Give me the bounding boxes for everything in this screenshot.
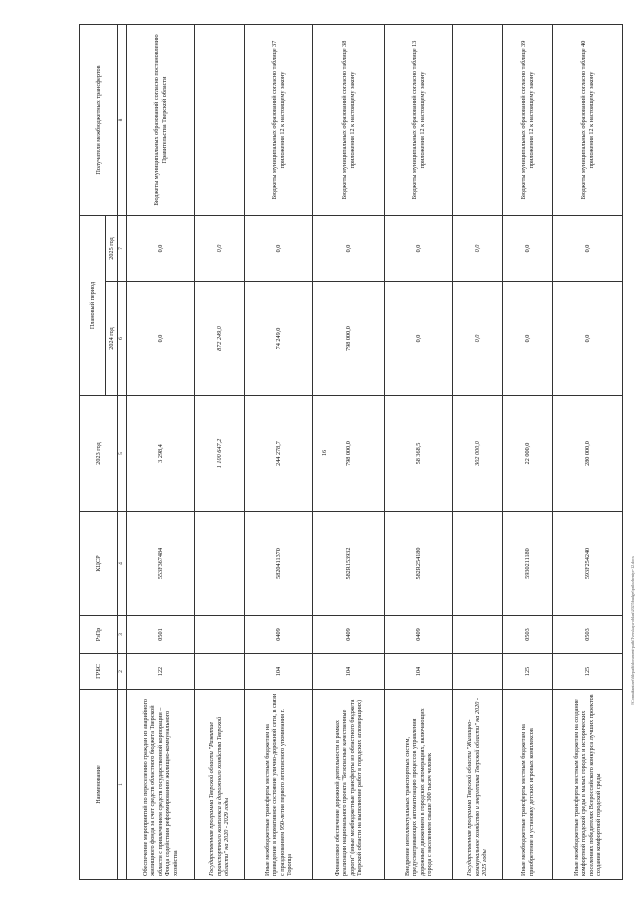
row-rzpr: 0409 xyxy=(313,616,385,654)
row-amount-2024: 0,0 xyxy=(127,282,195,396)
row-amount-2025: 0,0 xyxy=(503,215,553,281)
row-name: Обеспечение мероприятий по переселению граждан из аварийного жилищного фонда за счет средств областного бюджета Тверской области с привлечением средств государственной корпорации – Фонда содействия реформированию жилищно-коммунального хозяйства xyxy=(127,690,195,880)
header-grbs: ГРБС xyxy=(80,654,118,690)
row-kcsr: 593F254240 xyxy=(553,512,623,616)
header-recipients: Получатели межбюджетных трансфертов xyxy=(80,24,118,215)
row-amount-2025: 0,0 xyxy=(195,215,245,281)
row-name: Иные межбюджетные трансферты местным бюджетам на создание комфортной городской среды в малых городах и исторических поселениях победителях Всероссийского конкурса лучших проектов создания комфортной городской среды xyxy=(553,690,623,880)
header-2023: 2023 год xyxy=(80,396,118,512)
row-name: Иные межбюджетные трансферты местным бюджетам на приобретение и установку детских игровых комплексов xyxy=(503,690,553,880)
table-row xyxy=(453,24,503,879)
header-kcsr: КЦСР xyxy=(80,512,118,616)
table-row xyxy=(313,24,385,879)
row-grbs: 122 xyxy=(127,654,195,690)
row-kcsr: 5930211180 xyxy=(503,512,553,616)
row-kcsr xyxy=(195,512,245,616)
row-recipient: Бюджеты муниципальных образований согласно постановлению Правительства Тверской области xyxy=(127,24,195,215)
row-kcsr: 553F367484 xyxy=(127,512,195,616)
row-recipient: Бюджеты муниципальных образований согласно таблице 13 приложения 12 к настоящему закону xyxy=(385,24,453,215)
footer-file-path: \\Consultant.net\filepath\document-path\Tverskaya-oblast\2023\budget\prilozheniye-12.docx xyxy=(630,556,635,705)
row-amount-2023: 3 298,4 xyxy=(127,396,195,512)
row-amount-2023: 1 100 647,2 xyxy=(195,396,245,512)
row-name: Государственная программа Тверской области "Развитие транспортного комплекса и дорожного хозяйства Тверской области" на 2020 - 2029 годы xyxy=(195,690,245,880)
column-numbers-row xyxy=(118,24,127,879)
row-amount-2024: 798 000,0 xyxy=(313,282,385,396)
table-row xyxy=(553,24,623,879)
row-amount-2024: 872 249,0 xyxy=(195,282,245,396)
row-grbs: 104 xyxy=(245,654,313,690)
table-row xyxy=(385,24,453,879)
table-row xyxy=(127,24,195,879)
row-amount-2025: 0,0 xyxy=(245,215,313,281)
row-amount-2023: 58 368,5 xyxy=(385,396,453,512)
row-grbs: 104 xyxy=(385,654,453,690)
column-number: 2 xyxy=(118,654,127,690)
row-grbs xyxy=(195,654,245,690)
row-name: Финансовое обеспечение дорожной деятельности в рамках реализации национального проекта "Безопасные качественные дороги" (иные межбюджетные трансферты из областного бюджета Тверской области на выполнение работ в городских агломерациях) xyxy=(313,690,385,880)
interbudget-transfers-table xyxy=(79,24,623,880)
row-amount-2025: 0,0 xyxy=(385,215,453,281)
row-amount-2024: 0,0 xyxy=(503,282,553,396)
row-rzpr xyxy=(453,616,503,654)
row-rzpr: 0409 xyxy=(385,616,453,654)
row-kcsr: 582R254180 xyxy=(385,512,453,616)
row-recipient: Бюджеты муниципальных образований согласно таблице 40 приложения 12 к настоящему закону xyxy=(553,24,623,215)
table-row xyxy=(245,24,313,879)
row-amount-2023: 244 278,7 xyxy=(245,396,313,512)
row-grbs xyxy=(453,654,503,690)
row-amount-2025: 0,0 xyxy=(313,215,385,281)
row-grbs: 125 xyxy=(553,654,623,690)
row-amount-2024: 0,0 xyxy=(385,282,453,396)
row-recipient: Бюджеты муниципальных образований согласно таблице 39 приложения 12 к настоящему закону xyxy=(503,24,553,215)
column-number: 4 xyxy=(118,512,127,616)
row-grbs: 104 xyxy=(313,654,385,690)
row-rzpr: 0503 xyxy=(553,616,623,654)
column-number: 5 xyxy=(118,396,127,512)
column-number: 8 xyxy=(118,24,127,215)
header-2024: 2024 год xyxy=(106,282,118,396)
row-amount-2024: 0,0 xyxy=(553,282,623,396)
row-kcsr xyxy=(453,512,503,616)
header-plan-period: Плановый период xyxy=(80,215,106,395)
header-name: Наименование xyxy=(80,690,118,880)
row-name: Иные межбюджетные трансферты местным бюджетам на приведение в нормативное состояние улично-дорожной сети, в связи с празднованием 950-летия первого летописного упоминания г. Торопца xyxy=(245,690,313,880)
row-name: Государственная программа Тверской области "Жилищно-коммунальное хозяйство и энергетика Тверской области" на 2020 - 2025 годы xyxy=(453,690,503,880)
row-rzpr: 0409 xyxy=(245,616,313,654)
row-recipient xyxy=(453,24,503,215)
table-row xyxy=(195,24,245,879)
row-recipient: Бюджеты муниципальных образований согласно таблице 38 приложения 12 к настоящему закону xyxy=(313,24,385,215)
column-number: 3 xyxy=(118,616,127,654)
row-recipient: Бюджеты муниципальных образований согласно таблице 37 приложения 12 к настоящему закону xyxy=(245,24,313,215)
row-amount-2024: 74 249,0 xyxy=(245,282,313,396)
row-name: Внедрение интеллектуальных транспортных систем, предусматривающих автоматизацию процессов управления дорожным движением в городских агломерациях, включающих города с населением свыше 300 тысяч человек xyxy=(385,690,453,880)
column-number: 1 xyxy=(118,690,127,880)
row-amount-2025: 0,0 xyxy=(453,215,503,281)
header-rzpr: РзПр xyxy=(80,616,118,654)
row-rzpr: 0501 xyxy=(127,616,195,654)
row-amount-2024: 0,0 xyxy=(453,282,503,396)
row-amount-2025: 0,0 xyxy=(553,215,623,281)
row-rzpr: 0503 xyxy=(503,616,553,654)
row-amount-2023: 22 000,0 xyxy=(503,396,553,512)
header-2025: 2025 год xyxy=(106,215,118,281)
row-rzpr xyxy=(195,616,245,654)
column-number: 6 xyxy=(118,282,127,396)
row-recipient xyxy=(195,24,245,215)
table-row xyxy=(503,24,553,879)
row-kcsr: 5820411370 xyxy=(245,512,313,616)
page-number: 16 xyxy=(322,450,328,456)
rotated-table-sheet xyxy=(79,25,617,880)
row-amount-2025: 0,0 xyxy=(127,215,195,281)
column-number: 7 xyxy=(118,215,127,281)
row-amount-2023: 280 000,0 xyxy=(553,396,623,512)
row-amount-2023: 798 000,0 xyxy=(313,396,385,512)
row-amount-2023: 302 000,0 xyxy=(453,396,503,512)
row-kcsr: 582R153932 xyxy=(313,512,385,616)
row-grbs: 125 xyxy=(503,654,553,690)
